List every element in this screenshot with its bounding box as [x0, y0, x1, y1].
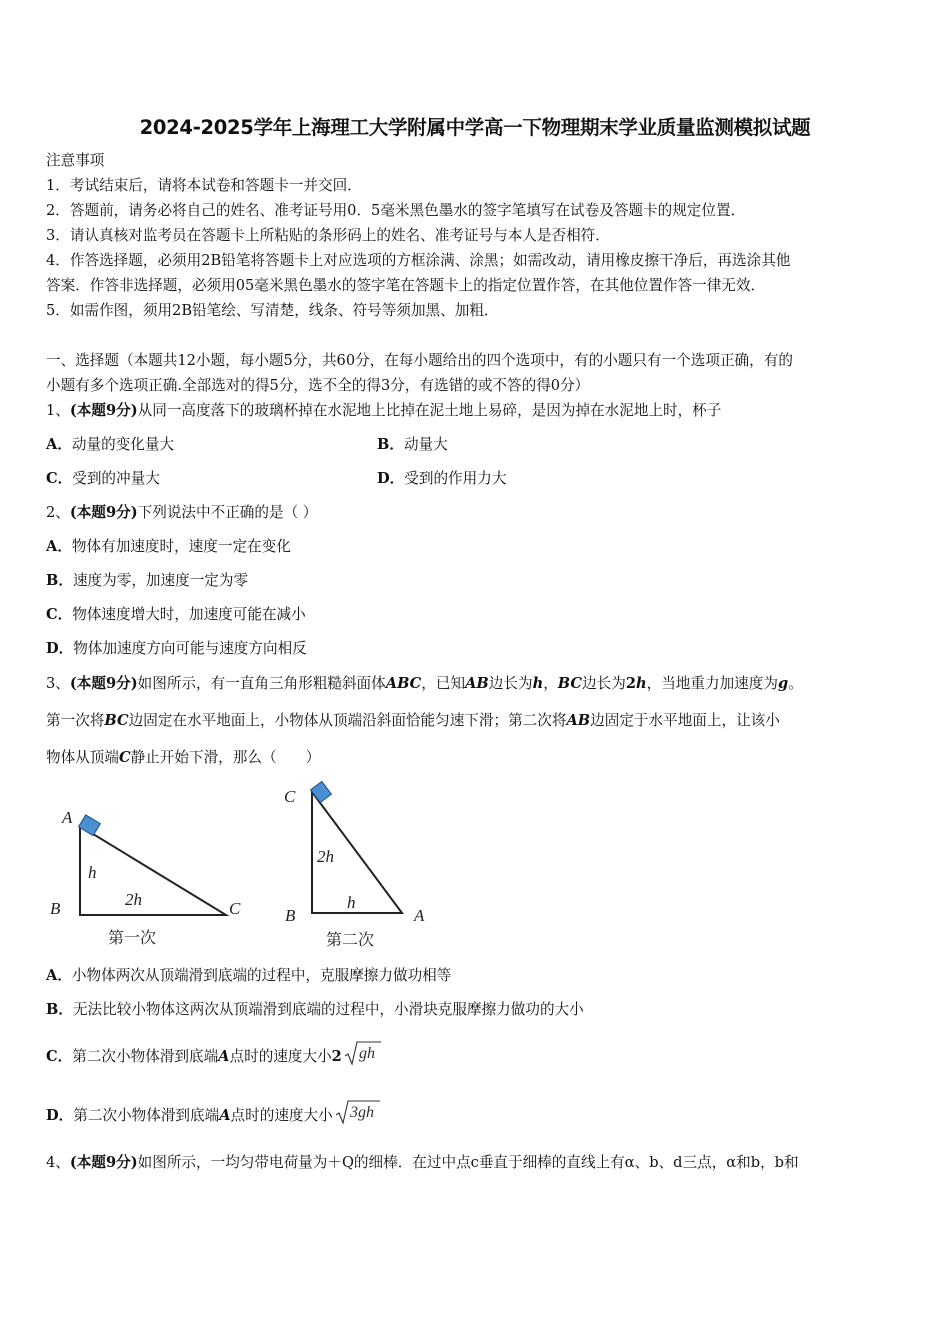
q3-option-b: [46, 1001, 584, 1019]
triangle-second: [284, 781, 425, 949]
q2-option-b: [46, 572, 248, 590]
option-text: 小物体两次从顶端滑到底端的过程中，克服摩擦力做功相等: [71, 967, 452, 984]
label-b: B: [285, 906, 296, 925]
triangle-first: [50, 808, 241, 947]
question-text: 边长为: [582, 675, 626, 692]
question-2-stem: [46, 504, 317, 522]
question-3-stem-line1: [46, 675, 803, 693]
q1-option-a: [46, 436, 174, 454]
question-text: 。: [788, 675, 803, 692]
question-text: 边长为: [488, 675, 533, 692]
q2-option-c: [46, 606, 306, 624]
option-text: 受到的冲量大: [72, 470, 160, 487]
sqrt-expression: [344, 1040, 382, 1066]
math-var: A: [218, 1048, 230, 1065]
math-num: 2: [625, 675, 636, 692]
option-key: A．: [46, 538, 72, 555]
label-h: h: [347, 893, 356, 912]
notice-item: 4．作答选择题，必须用2B铅笔将答题卡上对应选项的方框涂满、涂黑；如需改动，请用橡皮擦干净后，再选涂其他: [46, 252, 791, 269]
question-3-stem-line3: [46, 749, 320, 767]
sqrt-radicand: gh: [358, 1045, 375, 1062]
question-number: 1、: [46, 402, 70, 419]
question-text: 边固定于水平地面上，让该小: [590, 712, 780, 729]
option-text: 受到的作用力大: [404, 470, 507, 487]
math-var: h: [532, 675, 544, 692]
sliding-block: [79, 815, 101, 836]
q1-option-b: [377, 436, 448, 454]
label-h: h: [88, 863, 97, 882]
option-text: 无法比较小物体这两次从顶端滑到底端的过程中，小滑块克服摩擦力做功的大小: [72, 1001, 584, 1018]
label-2h: 2h: [125, 890, 142, 909]
sqrt-radicand: 3gh: [349, 1104, 374, 1121]
notice-item: 3．请认真核对监考员在答题卡上所粘贴的条形码上的姓名、准考证号与本人是否相符．: [46, 227, 610, 244]
option-text: 第二次小物体滑到底端: [73, 1107, 220, 1124]
option-text: 物体加速度方向可能与速度方向相反: [73, 640, 307, 657]
notice-item: 2．答题前，请务必将自己的姓名、准考证号用0．5毫米黑色墨水的签字笔填写在试卷及答题卡的规定位置．: [46, 202, 746, 219]
question-4-stem: [46, 1154, 799, 1172]
math-var: h: [635, 675, 647, 692]
section-heading: 一、选择题（本题共12小题，每小题5分，共60分，在每小题给出的四个选项中，有的小题只有一个选项正确，有的: [46, 352, 793, 369]
option-text: 物体有加速度时，速度一定在变化: [71, 538, 291, 555]
question-text: 下列说法中不正确的是（ ）: [137, 504, 318, 521]
label-a: A: [62, 808, 73, 827]
option-key: C．: [46, 606, 73, 623]
question-3-stem-line2: [46, 712, 780, 730]
option-key: B．: [377, 436, 404, 453]
math-var: g: [777, 675, 789, 692]
option-key: D．: [46, 1107, 74, 1124]
q1-option-c: [46, 470, 160, 488]
question-text: ，: [543, 675, 558, 692]
option-text: 点时的速度大小: [230, 1107, 333, 1124]
section-heading-cont: 小题有多个选项正确.全部选对的得5分，选不全的得3分，有选错的或不答的得0分）: [46, 377, 590, 394]
option-key: C．: [46, 470, 73, 487]
question-number: 4、: [46, 1154, 70, 1171]
option-text: 速度为零，加速度一定为零: [72, 572, 249, 589]
notice-item: 答案．作答非选择题，必须用05毫米黑色墨水的签字笔在答题卡上的指定位置作答，在其他位置作答一律无效．: [46, 277, 766, 294]
math-var: BC: [557, 675, 583, 692]
question-text: 静止开始下滑，那么（ ）: [130, 749, 321, 766]
option-key: A．: [46, 436, 72, 453]
math-var: BC: [104, 712, 129, 729]
sliding-block: [311, 781, 332, 802]
question-text: 物体从顶端: [46, 749, 119, 766]
q3-option-a: [46, 967, 451, 985]
question-text: 如图所示，一均匀带电荷量为＋Q的细棒．在过中点c垂直于细棒的直线上有α、b、d三点，α和b，b和: [137, 1154, 799, 1171]
question-tag: (本题9分): [69, 402, 138, 419]
question-tag: (本题9分): [69, 504, 138, 521]
math-var: ABC: [385, 675, 422, 692]
question-text: 第一次将: [46, 712, 105, 729]
label-a: A: [414, 906, 425, 925]
label-c: C: [284, 787, 296, 806]
q3-option-d: [46, 1099, 381, 1129]
notice-item: 1．考试结束后，请将本试卷和答题卡一并交回．: [46, 177, 362, 194]
q2-option-a: [46, 538, 291, 556]
option-text: 点时的速度大小: [229, 1048, 332, 1065]
option-text: 动量的变化量大: [71, 436, 175, 453]
math-var: C: [118, 749, 131, 766]
label-2h: 2h: [317, 847, 334, 866]
question-text: 从同一高度落下的玻璃杯掉在水泥地上比掉在泥土地上易碎，是因为掉在水泥地上时，杯子: [137, 402, 722, 419]
page-title: 2024-2025学年上海理工大学附属中学高一下物理期末学业质量监测模拟试题: [139, 116, 811, 139]
math-var: AB: [566, 712, 591, 729]
question-tag: (本题9分): [69, 1154, 138, 1171]
caption-first: 第一次: [108, 928, 157, 947]
math-num: 2: [331, 1048, 342, 1065]
q2-option-d: [46, 640, 307, 658]
q3-option-c: [46, 1040, 382, 1070]
caption-second: 第二次: [326, 930, 375, 949]
label-b: B: [50, 899, 61, 918]
option-key: B．: [46, 572, 73, 589]
option-key: B．: [46, 1001, 73, 1018]
option-key: C．: [46, 1048, 73, 1065]
option-text: 动量大: [403, 436, 448, 453]
question-text: 如图所示，有一直角三角形粗糙斜面体: [137, 675, 386, 692]
q3-figure: [40, 778, 440, 954]
label-c: C: [229, 899, 241, 918]
question-1-stem: [46, 402, 721, 420]
option-text: 第二次小物体滑到底端: [72, 1048, 219, 1065]
sqrt-expression: [335, 1099, 381, 1125]
question-text: ，已知: [421, 675, 466, 692]
question-text: ，当地重力加速度为: [646, 675, 778, 692]
q1-option-d: [377, 470, 506, 488]
option-text: 物体速度增大时，加速度可能在减小: [72, 606, 306, 623]
question-number: 2、: [46, 504, 70, 521]
math-var: AB: [465, 675, 489, 692]
notice-item: 5．如需作图，须用2B铅笔绘、写清楚，线条、符号等须加黑、加粗．: [46, 302, 499, 319]
notice-heading: 注意事项: [46, 152, 105, 169]
option-key: A．: [46, 967, 72, 984]
question-text: 边固定在水平地面上，小物体从顶端沿斜面恰能匀速下滑；第二次将: [128, 712, 567, 729]
math-var: A: [219, 1107, 231, 1124]
option-key: D．: [46, 640, 74, 657]
option-key: D．: [377, 470, 405, 487]
question-number: 3、: [46, 675, 70, 692]
question-tag: (本题9分): [69, 675, 138, 692]
